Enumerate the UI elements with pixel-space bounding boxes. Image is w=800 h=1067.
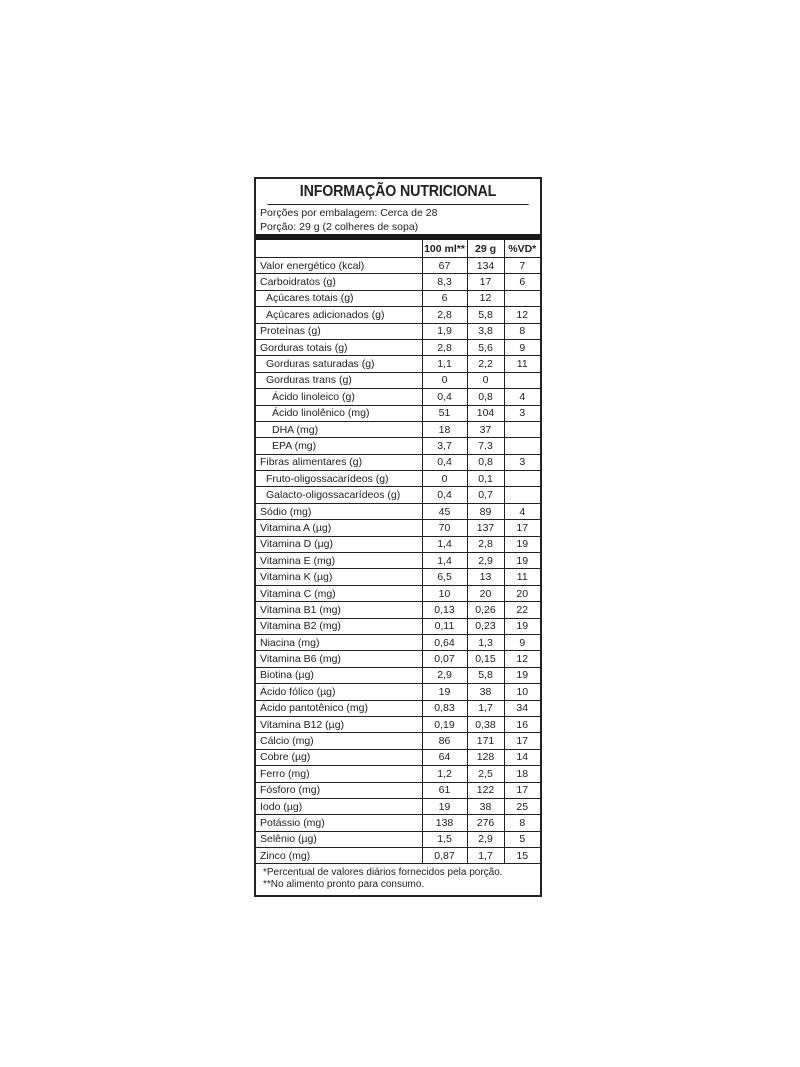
daily-value-percent xyxy=(504,471,540,487)
nutrient-name: Biotina (µg) xyxy=(256,667,422,683)
value-per-100ml: 0,87 xyxy=(422,848,467,864)
daily-value-percent: 9 xyxy=(504,339,540,355)
daily-value-percent: 7 xyxy=(504,258,540,274)
nutrient-name: Niacina (mg) xyxy=(256,634,422,650)
value-per-portion: 0,38 xyxy=(467,716,504,732)
daily-value-percent: 17 xyxy=(504,733,540,749)
value-per-100ml: 2,8 xyxy=(422,339,467,355)
nutrient-name: Gorduras saturadas (g) xyxy=(256,356,422,372)
value-per-100ml: 0,4 xyxy=(422,454,467,470)
daily-value-percent xyxy=(504,372,540,388)
nutrient-name: Ácido linolênico (mg) xyxy=(256,405,422,421)
value-per-portion: 38 xyxy=(467,684,504,700)
value-per-portion: 5,8 xyxy=(467,307,504,323)
nutrient-name: Cálcio (mg) xyxy=(256,733,422,749)
daily-value-percent: 25 xyxy=(504,798,540,814)
value-per-portion: 0,1 xyxy=(467,471,504,487)
value-per-portion: 1,7 xyxy=(467,700,504,716)
daily-value-percent xyxy=(504,487,540,503)
value-per-100ml: 67 xyxy=(422,258,467,274)
table-row xyxy=(256,536,540,552)
daily-value-percent: 10 xyxy=(504,684,540,700)
header-per-100ml: 100 ml** xyxy=(422,240,467,258)
nutrition-table xyxy=(256,240,540,864)
daily-value-percent xyxy=(504,421,540,437)
table-row xyxy=(256,782,540,798)
table-row xyxy=(256,405,540,421)
value-per-100ml: 0 xyxy=(422,372,467,388)
value-per-portion: 2,9 xyxy=(467,831,504,847)
value-per-portion: 0,8 xyxy=(467,389,504,405)
value-per-100ml: 138 xyxy=(422,815,467,831)
value-per-portion: 7,3 xyxy=(467,438,504,454)
value-per-portion: 0,7 xyxy=(467,487,504,503)
value-per-100ml: 0,13 xyxy=(422,602,467,618)
header-daily-value: %VD* xyxy=(504,240,540,258)
header-nutrient xyxy=(256,240,422,258)
value-per-portion: 137 xyxy=(467,520,504,536)
nutrient-name: Açúcares adicionados (g) xyxy=(256,307,422,323)
nutrient-name: Carboidratos (g) xyxy=(256,274,422,290)
daily-value-percent: 5 xyxy=(504,831,540,847)
table-row xyxy=(256,848,540,864)
nutrient-name: Ácido fólico (µg) xyxy=(256,684,422,700)
value-per-100ml: 19 xyxy=(422,798,467,814)
value-per-100ml: 86 xyxy=(422,733,467,749)
value-per-100ml: 45 xyxy=(422,503,467,519)
value-per-portion: 2,2 xyxy=(467,356,504,372)
value-per-100ml: 51 xyxy=(422,405,467,421)
daily-value-percent xyxy=(504,290,540,306)
value-per-portion: 0,26 xyxy=(467,602,504,618)
table-row xyxy=(256,258,540,274)
table-row xyxy=(256,733,540,749)
daily-value-percent: 11 xyxy=(504,356,540,372)
value-per-100ml: 1,4 xyxy=(422,553,467,569)
table-row xyxy=(256,438,540,454)
value-per-100ml: 1,2 xyxy=(422,766,467,782)
table-row xyxy=(256,766,540,782)
daily-value-percent: 8 xyxy=(504,815,540,831)
nutrient-name: Gorduras trans (g) xyxy=(256,372,422,388)
daily-value-percent xyxy=(504,438,540,454)
nutrient-name: Vitamina A (µg) xyxy=(256,520,422,536)
daily-value-percent: 19 xyxy=(504,553,540,569)
nutrient-name: Galacto-oligossacarídeos (g) xyxy=(256,487,422,503)
nutrient-name: Vitamina B1 (mg) xyxy=(256,602,422,618)
serving-size: Porção: 29 g (2 colheres de sopa) xyxy=(260,221,419,233)
daily-value-percent: 20 xyxy=(504,585,540,601)
value-per-portion: 0 xyxy=(467,372,504,388)
nutrient-name: Vitamina C (mg) xyxy=(256,585,422,601)
value-per-100ml: 2,8 xyxy=(422,307,467,323)
table-row xyxy=(256,700,540,716)
daily-value-percent: 3 xyxy=(504,405,540,421)
nutrient-name: Vitamina D (µg) xyxy=(256,536,422,552)
value-per-100ml: 61 xyxy=(422,782,467,798)
footnote-ready-to-consume: **No alimento pronto para consumo. xyxy=(263,879,425,891)
value-per-portion: 1,3 xyxy=(467,634,504,650)
daily-value-percent: 19 xyxy=(504,618,540,634)
value-per-100ml: 1,1 xyxy=(422,356,467,372)
daily-value-percent: 9 xyxy=(504,634,540,650)
table-row xyxy=(256,634,540,650)
value-per-100ml: 6 xyxy=(422,290,467,306)
value-per-100ml: 64 xyxy=(422,749,467,765)
nutrient-name: Ácido pantotênico (mg) xyxy=(256,700,422,716)
value-per-portion: 89 xyxy=(467,503,504,519)
table-row xyxy=(256,749,540,765)
daily-value-percent: 8 xyxy=(504,323,540,339)
table-row xyxy=(256,553,540,569)
value-per-100ml: 2,9 xyxy=(422,667,467,683)
table-row xyxy=(256,798,540,814)
value-per-100ml: 10 xyxy=(422,585,467,601)
value-per-100ml: 0,4 xyxy=(422,487,467,503)
value-per-100ml: 3,7 xyxy=(422,438,467,454)
daily-value-percent: 19 xyxy=(504,536,540,552)
value-per-portion: 2,5 xyxy=(467,766,504,782)
value-per-100ml: 6,5 xyxy=(422,569,467,585)
value-per-portion: 0,15 xyxy=(467,651,504,667)
value-per-portion: 0,8 xyxy=(467,454,504,470)
nutrient-name: Iodo (µg) xyxy=(256,798,422,814)
servings-per-package: Porções por embalagem: Cerca de 28 xyxy=(260,207,438,219)
nutrient-name: Zinco (mg) xyxy=(256,848,422,864)
value-per-portion: 38 xyxy=(467,798,504,814)
daily-value-percent: 12 xyxy=(504,651,540,667)
value-per-portion: 5,8 xyxy=(467,667,504,683)
nutrient-name: Vitamina K (µg) xyxy=(256,569,422,585)
table-row xyxy=(256,471,540,487)
value-per-portion: 5,6 xyxy=(467,339,504,355)
value-per-portion: 37 xyxy=(467,421,504,437)
table-row xyxy=(256,667,540,683)
value-per-portion: 0,23 xyxy=(467,618,504,634)
value-per-portion: 276 xyxy=(467,815,504,831)
nutrient-name: Potássio (mg) xyxy=(256,815,422,831)
table-row xyxy=(256,307,540,323)
nutrient-name: Proteínas (g) xyxy=(256,323,422,339)
value-per-portion: 128 xyxy=(467,749,504,765)
table-row xyxy=(256,585,540,601)
nutrient-name: Valor energético (kcal) xyxy=(256,258,422,274)
value-per-portion: 2,9 xyxy=(467,553,504,569)
table-row xyxy=(256,618,540,634)
daily-value-percent: 15 xyxy=(504,848,540,864)
daily-value-percent: 6 xyxy=(504,274,540,290)
value-per-100ml: 0,11 xyxy=(422,618,467,634)
table-row xyxy=(256,356,540,372)
table-header-row xyxy=(256,240,540,258)
table-row xyxy=(256,651,540,667)
daily-value-percent: 12 xyxy=(504,307,540,323)
nutrient-name: Cobre (µg) xyxy=(256,749,422,765)
value-per-100ml: 0,07 xyxy=(422,651,467,667)
nutrient-name: Fósforo (mg) xyxy=(256,782,422,798)
footnote-daily-value: *Percentual de valores diários fornecidos pela porção. xyxy=(263,867,503,879)
daily-value-percent: 4 xyxy=(504,389,540,405)
daily-value-percent: 17 xyxy=(504,782,540,798)
nutrient-name: Vitamina E (mg) xyxy=(256,553,422,569)
value-per-portion: 122 xyxy=(467,782,504,798)
value-per-100ml: 0,19 xyxy=(422,716,467,732)
value-per-portion: 1,7 xyxy=(467,848,504,864)
table-row xyxy=(256,339,540,355)
table-row xyxy=(256,421,540,437)
nutrient-name: Vitamina B2 (mg) xyxy=(256,618,422,634)
nutrient-name: Açúcares totais (g) xyxy=(256,290,422,306)
table-row xyxy=(256,503,540,519)
daily-value-percent: 4 xyxy=(504,503,540,519)
daily-value-percent: 17 xyxy=(504,520,540,536)
nutrient-rows xyxy=(256,258,540,864)
value-per-portion: 20 xyxy=(467,585,504,601)
value-per-100ml: 19 xyxy=(422,684,467,700)
nutrition-facts-label xyxy=(254,177,542,897)
value-per-100ml: 0,64 xyxy=(422,634,467,650)
nutrient-name: Vitamina B6 (mg) xyxy=(256,651,422,667)
table-row xyxy=(256,290,540,306)
value-per-100ml: 18 xyxy=(422,421,467,437)
daily-value-percent: 3 xyxy=(504,454,540,470)
daily-value-percent: 22 xyxy=(504,602,540,618)
value-per-portion: 171 xyxy=(467,733,504,749)
label-title: INFORMAÇÃO NUTRICIONAL xyxy=(267,179,528,205)
table-row xyxy=(256,831,540,847)
value-per-100ml: 0 xyxy=(422,471,467,487)
nutrient-name: Gorduras totais (g) xyxy=(256,339,422,355)
table-row xyxy=(256,487,540,503)
table-row xyxy=(256,520,540,536)
nutrient-name: Fibras alimentares (g) xyxy=(256,454,422,470)
nutrient-name: Ácido linoleico (g) xyxy=(256,389,422,405)
value-per-portion: 104 xyxy=(467,405,504,421)
value-per-100ml: 8,3 xyxy=(422,274,467,290)
nutrient-name: EPA (mg) xyxy=(256,438,422,454)
daily-value-percent: 11 xyxy=(504,569,540,585)
table-row xyxy=(256,815,540,831)
value-per-100ml: 70 xyxy=(422,520,467,536)
value-per-100ml: 1,5 xyxy=(422,831,467,847)
table-row xyxy=(256,716,540,732)
daily-value-percent: 19 xyxy=(504,667,540,683)
table-row xyxy=(256,389,540,405)
table-row xyxy=(256,454,540,470)
value-per-portion: 2,8 xyxy=(467,536,504,552)
value-per-100ml: 1,9 xyxy=(422,323,467,339)
daily-value-percent: 16 xyxy=(504,716,540,732)
header-per-portion: 29 g xyxy=(467,240,504,258)
nutrient-name: Fruto-oligossacarídeos (g) xyxy=(256,471,422,487)
value-per-portion: 3,8 xyxy=(467,323,504,339)
value-per-100ml: 0,83 xyxy=(422,700,467,716)
daily-value-percent: 14 xyxy=(504,749,540,765)
nutrient-name: Sódio (mg) xyxy=(256,503,422,519)
daily-value-percent: 18 xyxy=(504,766,540,782)
nutrient-name: Vitamina B12 (µg) xyxy=(256,716,422,732)
nutrient-name: Ferro (mg) xyxy=(256,766,422,782)
table-row xyxy=(256,323,540,339)
value-per-portion: 12 xyxy=(467,290,504,306)
table-row xyxy=(256,684,540,700)
table-row xyxy=(256,372,540,388)
nutrient-name: DHA (mg) xyxy=(256,421,422,437)
value-per-portion: 17 xyxy=(467,274,504,290)
value-per-100ml: 1,4 xyxy=(422,536,467,552)
value-per-portion: 134 xyxy=(467,258,504,274)
table-row xyxy=(256,602,540,618)
nutrient-name: Selênio (µg) xyxy=(256,831,422,847)
value-per-100ml: 0,4 xyxy=(422,389,467,405)
table-row xyxy=(256,569,540,585)
footnotes xyxy=(256,864,540,895)
table-row xyxy=(256,274,540,290)
daily-value-percent: 34 xyxy=(504,700,540,716)
value-per-portion: 13 xyxy=(467,569,504,585)
